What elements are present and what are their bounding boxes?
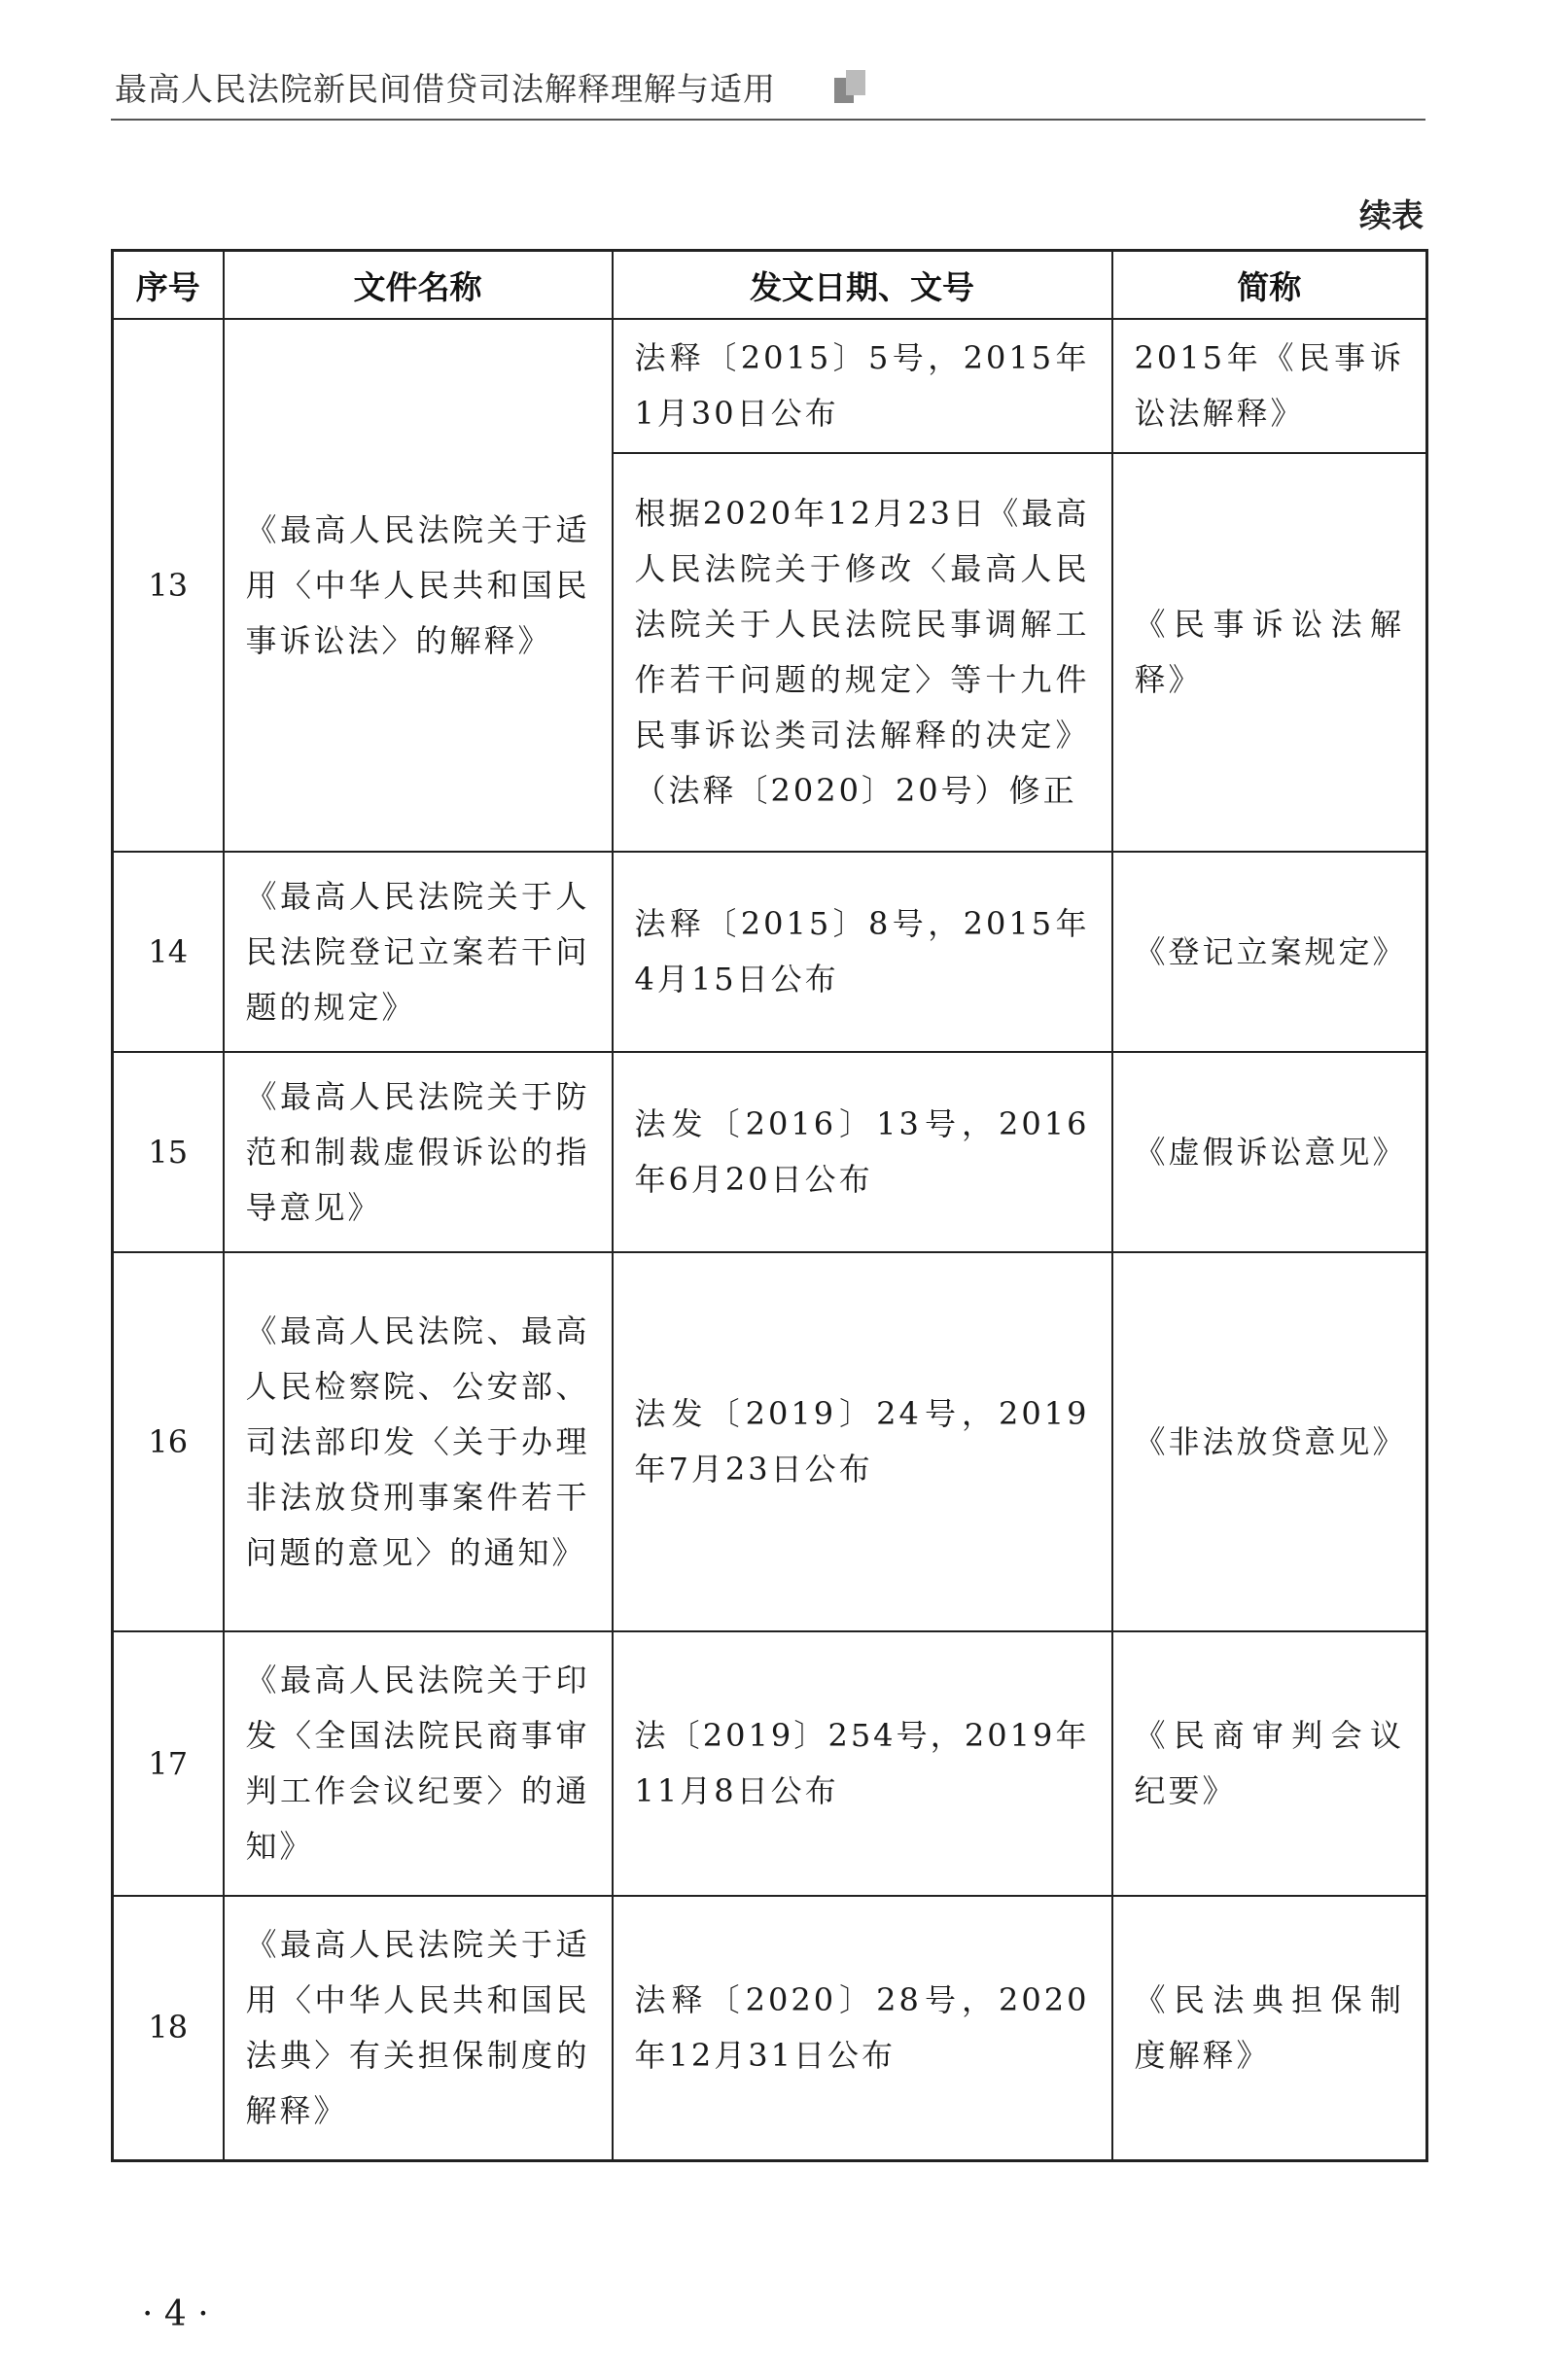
continued-label: 续表	[1359, 196, 1424, 234]
header-decoration-icon	[834, 70, 867, 103]
issue-date-number: 法发〔2019〕24号，2019年7月23日公布	[613, 1252, 1112, 1631]
table-row	[113, 1631, 1427, 1896]
page-number: · 4 ·	[142, 2294, 209, 2334]
row-number: 16	[113, 1252, 224, 1631]
row-number: 14	[113, 852, 224, 1052]
table-header-row	[113, 251, 1427, 320]
row-number: 18	[113, 1896, 224, 2160]
short-name: 《民法典担保制度解释》	[1112, 1896, 1427, 2160]
running-header	[111, 64, 1425, 121]
document-name: 《最高人民法院关于适用〈中华人民共和国民事诉讼法〉的解释》	[224, 319, 613, 852]
issue-date-number: 法释〔2020〕28号，2020年12月31日公布	[613, 1896, 1112, 2160]
table-row	[113, 1896, 1427, 2160]
document-name: 《最高人民法院关于适用〈中华人民共和国民法典〉有关担保制度的解释》	[224, 1896, 613, 2160]
row-number: 13	[113, 319, 224, 852]
book-title: 最高人民法院新民间借贷司法解释理解与适用	[115, 70, 776, 108]
document-table	[111, 249, 1428, 2162]
short-name: 《民商审判会议纪要》	[1112, 1631, 1427, 1896]
document-name: 《最高人民法院关于防范和制裁虚假诉讼的指导意见》	[224, 1052, 613, 1252]
short-name: 《虚假诉讼意见》	[1112, 1052, 1427, 1252]
issue-date-number: 法发〔2016〕13号，2016年6月20日公布	[613, 1052, 1112, 1252]
column-header-short: 简称	[1112, 251, 1427, 320]
short-name: 2015年《民事诉讼法解释》	[1112, 319, 1427, 453]
column-header-date: 发文日期、文号	[613, 251, 1112, 320]
table-row	[113, 1052, 1427, 1252]
document-name: 《最高人民法院关于印发〈全国法院民商事审判工作会议纪要〉的通知》	[224, 1631, 613, 1896]
issue-date-number: 根据2020年12月23日《最高人民法院关于修改〈最高人民法院关于人民法院民事调解工作若干问题的规定〉等十九件民事诉讼类司法解释的决定》（法释〔2020〕20号）修正	[613, 453, 1112, 852]
column-header-name: 文件名称	[224, 251, 613, 320]
column-header-no: 序号	[113, 251, 224, 320]
table-row	[113, 1252, 1427, 1631]
issue-date-number: 法释〔2015〕8号，2015年4月15日公布	[613, 852, 1112, 1052]
short-name: 《登记立案规定》	[1112, 852, 1427, 1052]
issue-date-number: 法释〔2015〕5号，2015年1月30日公布	[613, 319, 1112, 453]
document-name: 《最高人民法院关于人民法院登记立案若干问题的规定》	[224, 852, 613, 1052]
short-name: 《非法放贷意见》	[1112, 1252, 1427, 1631]
short-name: 《民事诉讼法解释》	[1112, 453, 1427, 852]
row-number: 17	[113, 1631, 224, 1896]
table-row	[113, 852, 1427, 1052]
issue-date-number: 法〔2019〕254号，2019年11月8日公布	[613, 1631, 1112, 1896]
document-name: 《最高人民法院、最高人民检察院、公安部、司法部印发〈关于办理非法放贷刑事案件若干问题的意见〉的通知》	[224, 1252, 613, 1631]
table-row	[113, 319, 1427, 453]
row-number: 15	[113, 1052, 224, 1252]
